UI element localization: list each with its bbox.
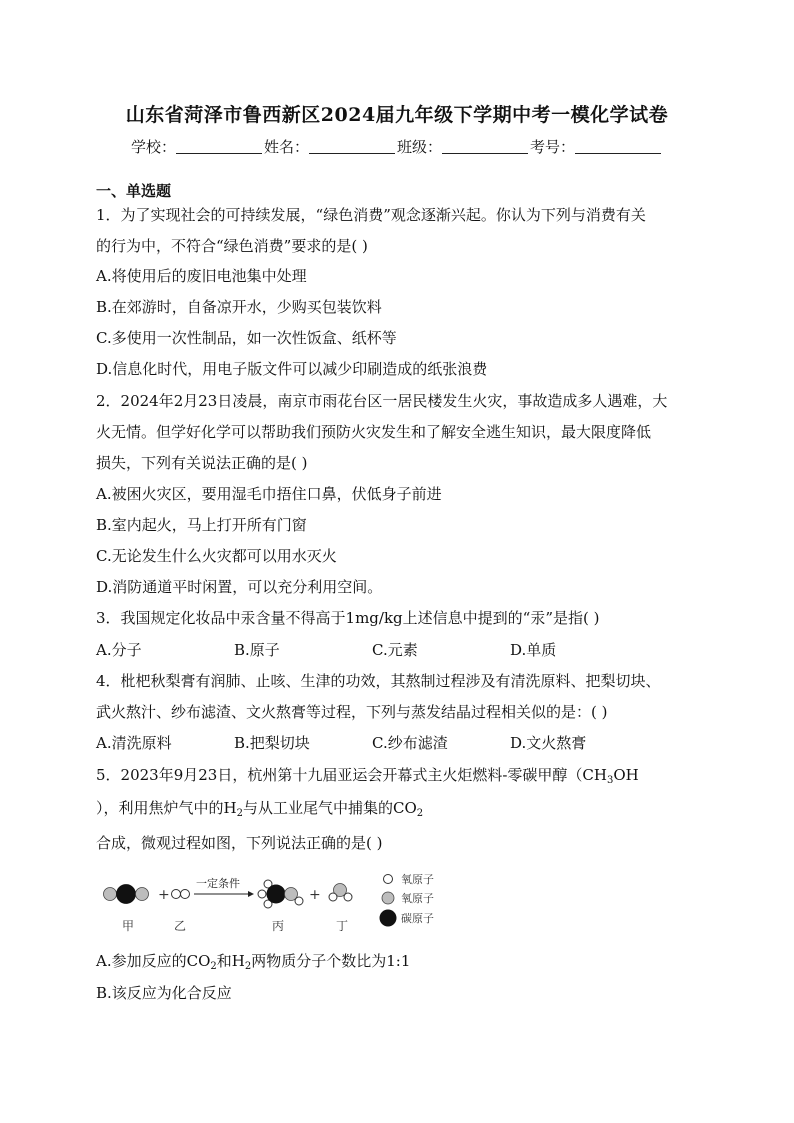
formula-part: CO (186, 952, 211, 970)
q5-option-a-end: 两物质分子个数比为1:1 (251, 952, 411, 970)
q2-option-b: B.室内起火，马上打开所有门窗 (96, 516, 307, 534)
formula-subscript: 2 (244, 961, 252, 972)
h2-formula (224, 799, 243, 817)
molecule-bing (258, 880, 303, 908)
legend-item-1: 氧原子 (401, 873, 434, 886)
formula-subscript: 3 (606, 775, 614, 786)
q5-stem-line1 (96, 765, 639, 791)
molecule-ding (329, 884, 352, 902)
co2-formula (393, 799, 423, 817)
q1-option-a: A.将使用后的废旧电池集中处理 (96, 267, 307, 285)
name-blank[interactable] (309, 139, 395, 154)
molecule-jia (104, 885, 149, 904)
reaction-diagram (96, 870, 456, 936)
label-ding: 丁 (336, 919, 349, 933)
q1-option-b: B.在郊游时，自备凉开水，少购买包装饮料 (96, 298, 382, 316)
q4-stem-line1: 4．枇杷秋梨膏有润肺、止咳、生津的功效，其熬制过程涉及有清洗原料、把梨切块、 (96, 672, 661, 690)
plus-sign: + (158, 887, 170, 903)
q1-option-d: D.信息化时代，用电子版文件可以减少印刷造成的纸张浪费 (96, 360, 488, 378)
legend-oxygen-marker (382, 892, 394, 904)
exam-title: 山东省菏泽市鲁西新区2024届九年级下学期中考一模化学试卷 (125, 104, 669, 126)
q4-option-c: C.纱布滤渣 (372, 734, 448, 752)
q2-option-a: A.被困火灾区，要用湿毛巾捂住口鼻，伏低身子前进 (96, 485, 442, 503)
q2-stem-line1: 2．2024年2月23日凌晨，南京市雨花台区一居民楼发生火灾，事故造成多人遇难，大 (96, 392, 668, 410)
name-label: 姓名： (263, 138, 309, 156)
methanol-formula (582, 766, 638, 784)
q3-option-b: B.原子 (234, 641, 280, 659)
exam-number-label: 考号： (530, 138, 576, 156)
label-jia: 甲 (122, 919, 135, 933)
q5-stem-line1-text: 5．2023年9月23日，杭州第十九届亚运会开幕式主火炬燃料-零碳甲醇（ (96, 766, 583, 784)
q1-stem-line2: 的行为中，不符合“绿色消费”要求的是( ) (96, 237, 368, 255)
school-label: 学校： (130, 138, 176, 156)
formula-part: CH (582, 766, 607, 784)
class-label: 班级： (397, 138, 443, 156)
q2-option-c: C.无论发生什么火灾都可以用水灭火 (96, 547, 337, 565)
formula-part: H (223, 799, 237, 817)
arrow-head-icon (248, 891, 254, 897)
exam-number-blank[interactable] (575, 139, 661, 154)
legend-hydrogen-marker (384, 875, 393, 884)
formula-part: OH (613, 766, 639, 784)
q3-option-d: D.单质 (510, 641, 557, 659)
class-blank[interactable] (442, 139, 528, 154)
section-heading: 一、单选题 (96, 182, 172, 200)
q4-option-d: D.文火熬膏 (510, 734, 587, 752)
q4-option-b: B.把梨切块 (234, 734, 310, 752)
formula-part: H (231, 952, 245, 970)
q5-option-b: B.该反应为化合反应 (96, 984, 232, 1002)
q5-stem-line3: 合成，微观过程如图，下列说法正确的是( ) (96, 834, 383, 852)
formula-subscript: 2 (416, 808, 424, 819)
school-blank[interactable] (176, 139, 262, 154)
formula-subscript: 2 (236, 808, 243, 819)
plus-sign: + (309, 887, 321, 903)
q5-stem-line2 (96, 798, 423, 824)
q5-stem-line2-text: ），利用焦炉气中的 (96, 799, 224, 817)
formula-subscript: 2 (210, 961, 217, 972)
q3-option-a: A.分子 (96, 641, 142, 659)
q3-option-c: C.元素 (372, 641, 418, 659)
co2-formula (187, 952, 217, 970)
q4-stem-line2: 武火熬汁、纱布滤渣、文火熬膏等过程，下列与蒸发结晶过程相关似的是：( ) (96, 703, 608, 721)
q1-option-c: C.多使用一次性制品，如一次性饭盒、纸杯等 (96, 329, 397, 347)
q3-stem: 3．我国规定化妆品中汞含量不得高于1mg/kg上述信息中提到的“汞”是指( ) (96, 609, 600, 627)
reaction-condition: 一定条件 (196, 877, 240, 890)
q5-stem-line2-mid: 与从工业尾气中捕集的 (242, 799, 393, 817)
h2-formula (232, 952, 251, 970)
q1-stem-line1: 1．为了实现社会的可持续发展，“绿色消费”观念逐渐兴起。你认为下列与消费有关 (96, 206, 646, 224)
q2-option-d: D.消防通道平时闲置，可以充分利用空间。 (96, 578, 383, 596)
q5-option-a-text: A.参加反应的 (96, 952, 187, 970)
label-yi: 乙 (174, 919, 187, 933)
legend (380, 872, 435, 927)
legend-item-3: 碳原子 (401, 912, 434, 925)
molecule-yi (172, 890, 190, 899)
q5-option-a (96, 951, 410, 977)
q5-option-a-mid: 和 (216, 952, 232, 970)
label-bing: 丙 (272, 919, 285, 933)
formula-part: CO (393, 799, 417, 817)
student-info-row (0, 136, 794, 157)
q2-stem-line3: 损失，下列有关说法正确的是( ) (96, 454, 308, 472)
legend-carbon-marker (380, 910, 397, 927)
legend-item-2: 氧原子 (401, 892, 434, 905)
q4-option-a: A.清洗原料 (96, 734, 172, 752)
q2-stem-line2: 火无情。但学好化学可以帮助我们预防火灾发生和了解安全逃生知识，最大限度降低 (96, 423, 652, 441)
